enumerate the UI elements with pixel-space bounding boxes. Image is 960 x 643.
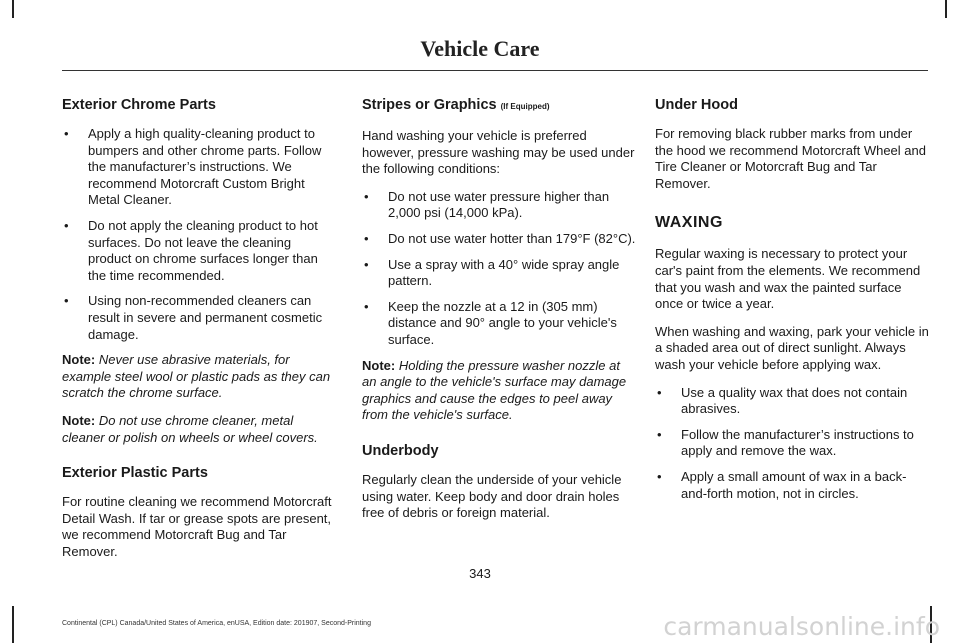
- note-text: Do not use chrome cleaner, metal cleaner or polish on wheels or wheel covers.: [62, 412, 318, 445]
- list-item: • Do not use water pressure higher than 2,000 psi (14,000 kPa).: [362, 189, 636, 222]
- waxing-paragraph-2: When washing and waxing, park your vehicle in a shaded area out of direct sunlight. Always wash your vehicle before applying wax.: [655, 323, 929, 372]
- stripes-intro: Hand washing your vehicle is preferred however, pressure washing may be used under the following conditions:: [362, 128, 635, 177]
- underbody-text: Regularly clean the underside of your vehicle using water. Keep body and door drain holes free of debris or foreign material.: [362, 471, 622, 521]
- list-item: • Do not apply the cleaning product to hot surfaces. Do not leave the cleaning product on chrome surfaces longer than the time recommended.: [62, 218, 336, 284]
- under-hood-text: For removing black rubber marks from under the hood we recommend Motorcraft Wheel and Tire Cleaner or Motorcraft Bug and Tar Remover.: [655, 126, 926, 191]
- list-item: • Follow the manufacturer’s instructions to apply and remove the wax.: [655, 427, 930, 460]
- column-3: [655, 96, 930, 511]
- plastic-parts-text: For routine cleaning we recommend Motorcraft Detail Wash. If tar or grease spots are present, we recommend Motorcraft Bug and Tar Remover.: [62, 494, 332, 559]
- heading-under-hood: Under Hood: [655, 97, 738, 113]
- list-item: • Apply a high quality-cleaning product to bumpers and other chrome parts. Follow the manufacturer’s instructions. We recommend Motorcraft Custom Bright Metal Cleaner.: [62, 126, 336, 209]
- list-item: • Use a quality wax that does not contain abrasives.: [655, 385, 930, 418]
- note-text: Never use abrasive materials, for example steel wool or plastic pads as they can scratch the chrome surface.: [62, 352, 331, 401]
- list-item: • Keep the nozzle at a 12 in (305 mm) distance and 90° angle to your vehicle's surface.: [362, 299, 636, 349]
- note-label: Note:: [362, 357, 396, 373]
- waxing-bullet-list: [655, 385, 930, 503]
- crop-mark-top-right: [945, 0, 947, 18]
- crop-mark-top-left: [12, 0, 14, 18]
- page-number: 343: [469, 566, 491, 581]
- note-chrome-cleaner: [62, 413, 336, 446]
- note-label: Note:: [62, 412, 96, 428]
- heading-exterior-plastic-parts: Exterior Plastic Parts: [62, 465, 208, 482]
- column-2: [362, 96, 636, 533]
- heading-waxing: WAXING: [655, 214, 723, 232]
- column-1: [62, 96, 336, 571]
- heading-exterior-chrome-parts: Exterior Chrome Parts: [62, 97, 216, 113]
- if-equipped-label: (If Equipped): [500, 102, 550, 111]
- heading-text: Stripes or Graphics: [362, 97, 497, 113]
- stripes-bullet-list: [362, 189, 636, 349]
- list-item: • Apply a small amount of wax in a back-and-forth motion, not in circles.: [655, 469, 930, 502]
- note-text: Holding the pressure washer nozzle at an angle to the vehicle's surface may damage graphics and cause the edges to peel away from the vehicle's surface.: [362, 357, 627, 423]
- crop-mark-bottom-left: [12, 606, 14, 643]
- waxing-paragraph-1: Regular waxing is necessary to protect your car's paint from the elements. We recommend that you wash and wax the painted surface once or twice a year.: [655, 246, 921, 312]
- note-pressure-washer: [362, 358, 636, 424]
- page-title: Vehicle Care: [420, 36, 540, 61]
- heading-underbody: Underbody: [362, 442, 439, 459]
- heading-stripes-or-graphics: [362, 96, 636, 116]
- chrome-bullet-list: [62, 126, 336, 343]
- watermark: carmanualsonline.info: [663, 612, 940, 641]
- list-item: • Using non-recommended cleaners can result in severe and permanent cosmetic damage.: [62, 293, 336, 343]
- edition-footer: Continental (CPL) Canada/United States of America, enUSA, Edition date: 201907, Second-Printing: [62, 620, 371, 627]
- header-rule: [62, 70, 928, 71]
- list-item: • Do not use water hotter than 179°F (82°C).: [362, 231, 636, 248]
- note-label: Note:: [62, 352, 96, 368]
- list-item: • Use a spray with a 40° wide spray angle pattern.: [362, 257, 636, 290]
- note-abrasive: [62, 352, 336, 402]
